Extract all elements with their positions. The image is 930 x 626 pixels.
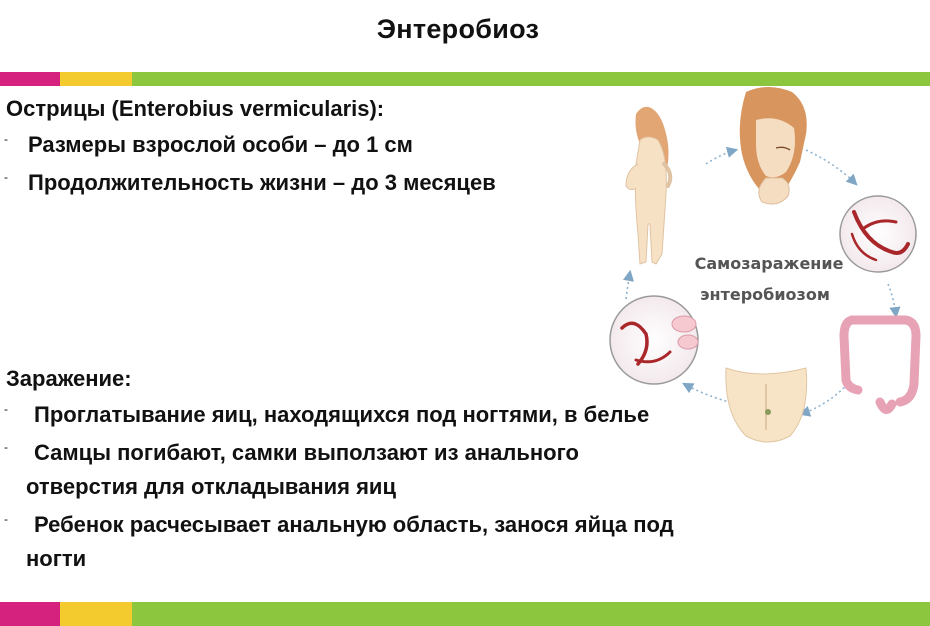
bar-segment-magenta (0, 602, 60, 626)
buttocks-icon (726, 368, 807, 442)
bullet-dash: - (4, 132, 8, 146)
list-item-text: Самцы погибают, самки выползают из анального отверстия для откладывания яиц (26, 440, 579, 499)
microscope-worms-icon (840, 196, 916, 272)
list-item-text: Размеры взрослой особи – до 1 см (28, 132, 413, 157)
bullet-dash: - (4, 512, 8, 526)
list-item (6, 128, 606, 162)
microscope-eggs-icon (610, 296, 698, 384)
bullet-dash: - (4, 440, 8, 454)
list-item (6, 436, 696, 504)
list-item-text: Ребенок расчесывает анальную область, занося яйца под ногти (26, 512, 674, 571)
intestine-icon (844, 320, 916, 410)
diagram-label-line1: Самозаражение (694, 254, 844, 273)
bullet-dash: - (4, 402, 8, 416)
child-hand-to-mouth-icon (740, 87, 807, 204)
diagram-label-line2: энтеробиозом (700, 285, 830, 304)
bar-segment-yellow (60, 602, 132, 626)
bullet-dash: - (4, 170, 8, 184)
list-item (6, 398, 696, 432)
self-infection-cycle-diagram (596, 84, 930, 454)
list-item-text: Проглатывание яиц, находящихся под ногтями, в белье (34, 402, 650, 427)
list-item (6, 166, 606, 200)
bar-segment-magenta (0, 72, 60, 86)
list-item-text: Продолжительность жизни – до 3 месяцев (28, 170, 496, 195)
list-item (6, 508, 696, 576)
bottom-color-bar (0, 602, 930, 626)
section-heading: Заражение: (6, 366, 132, 391)
section-heading: Острицы (Enterobius vermicularis): (6, 96, 385, 121)
section-parasite (6, 94, 606, 200)
child-scratching-icon (626, 107, 670, 264)
bar-segment-green (132, 602, 930, 626)
bar-segment-yellow (60, 72, 132, 86)
page-title: Энтеробиоз (376, 14, 540, 44)
